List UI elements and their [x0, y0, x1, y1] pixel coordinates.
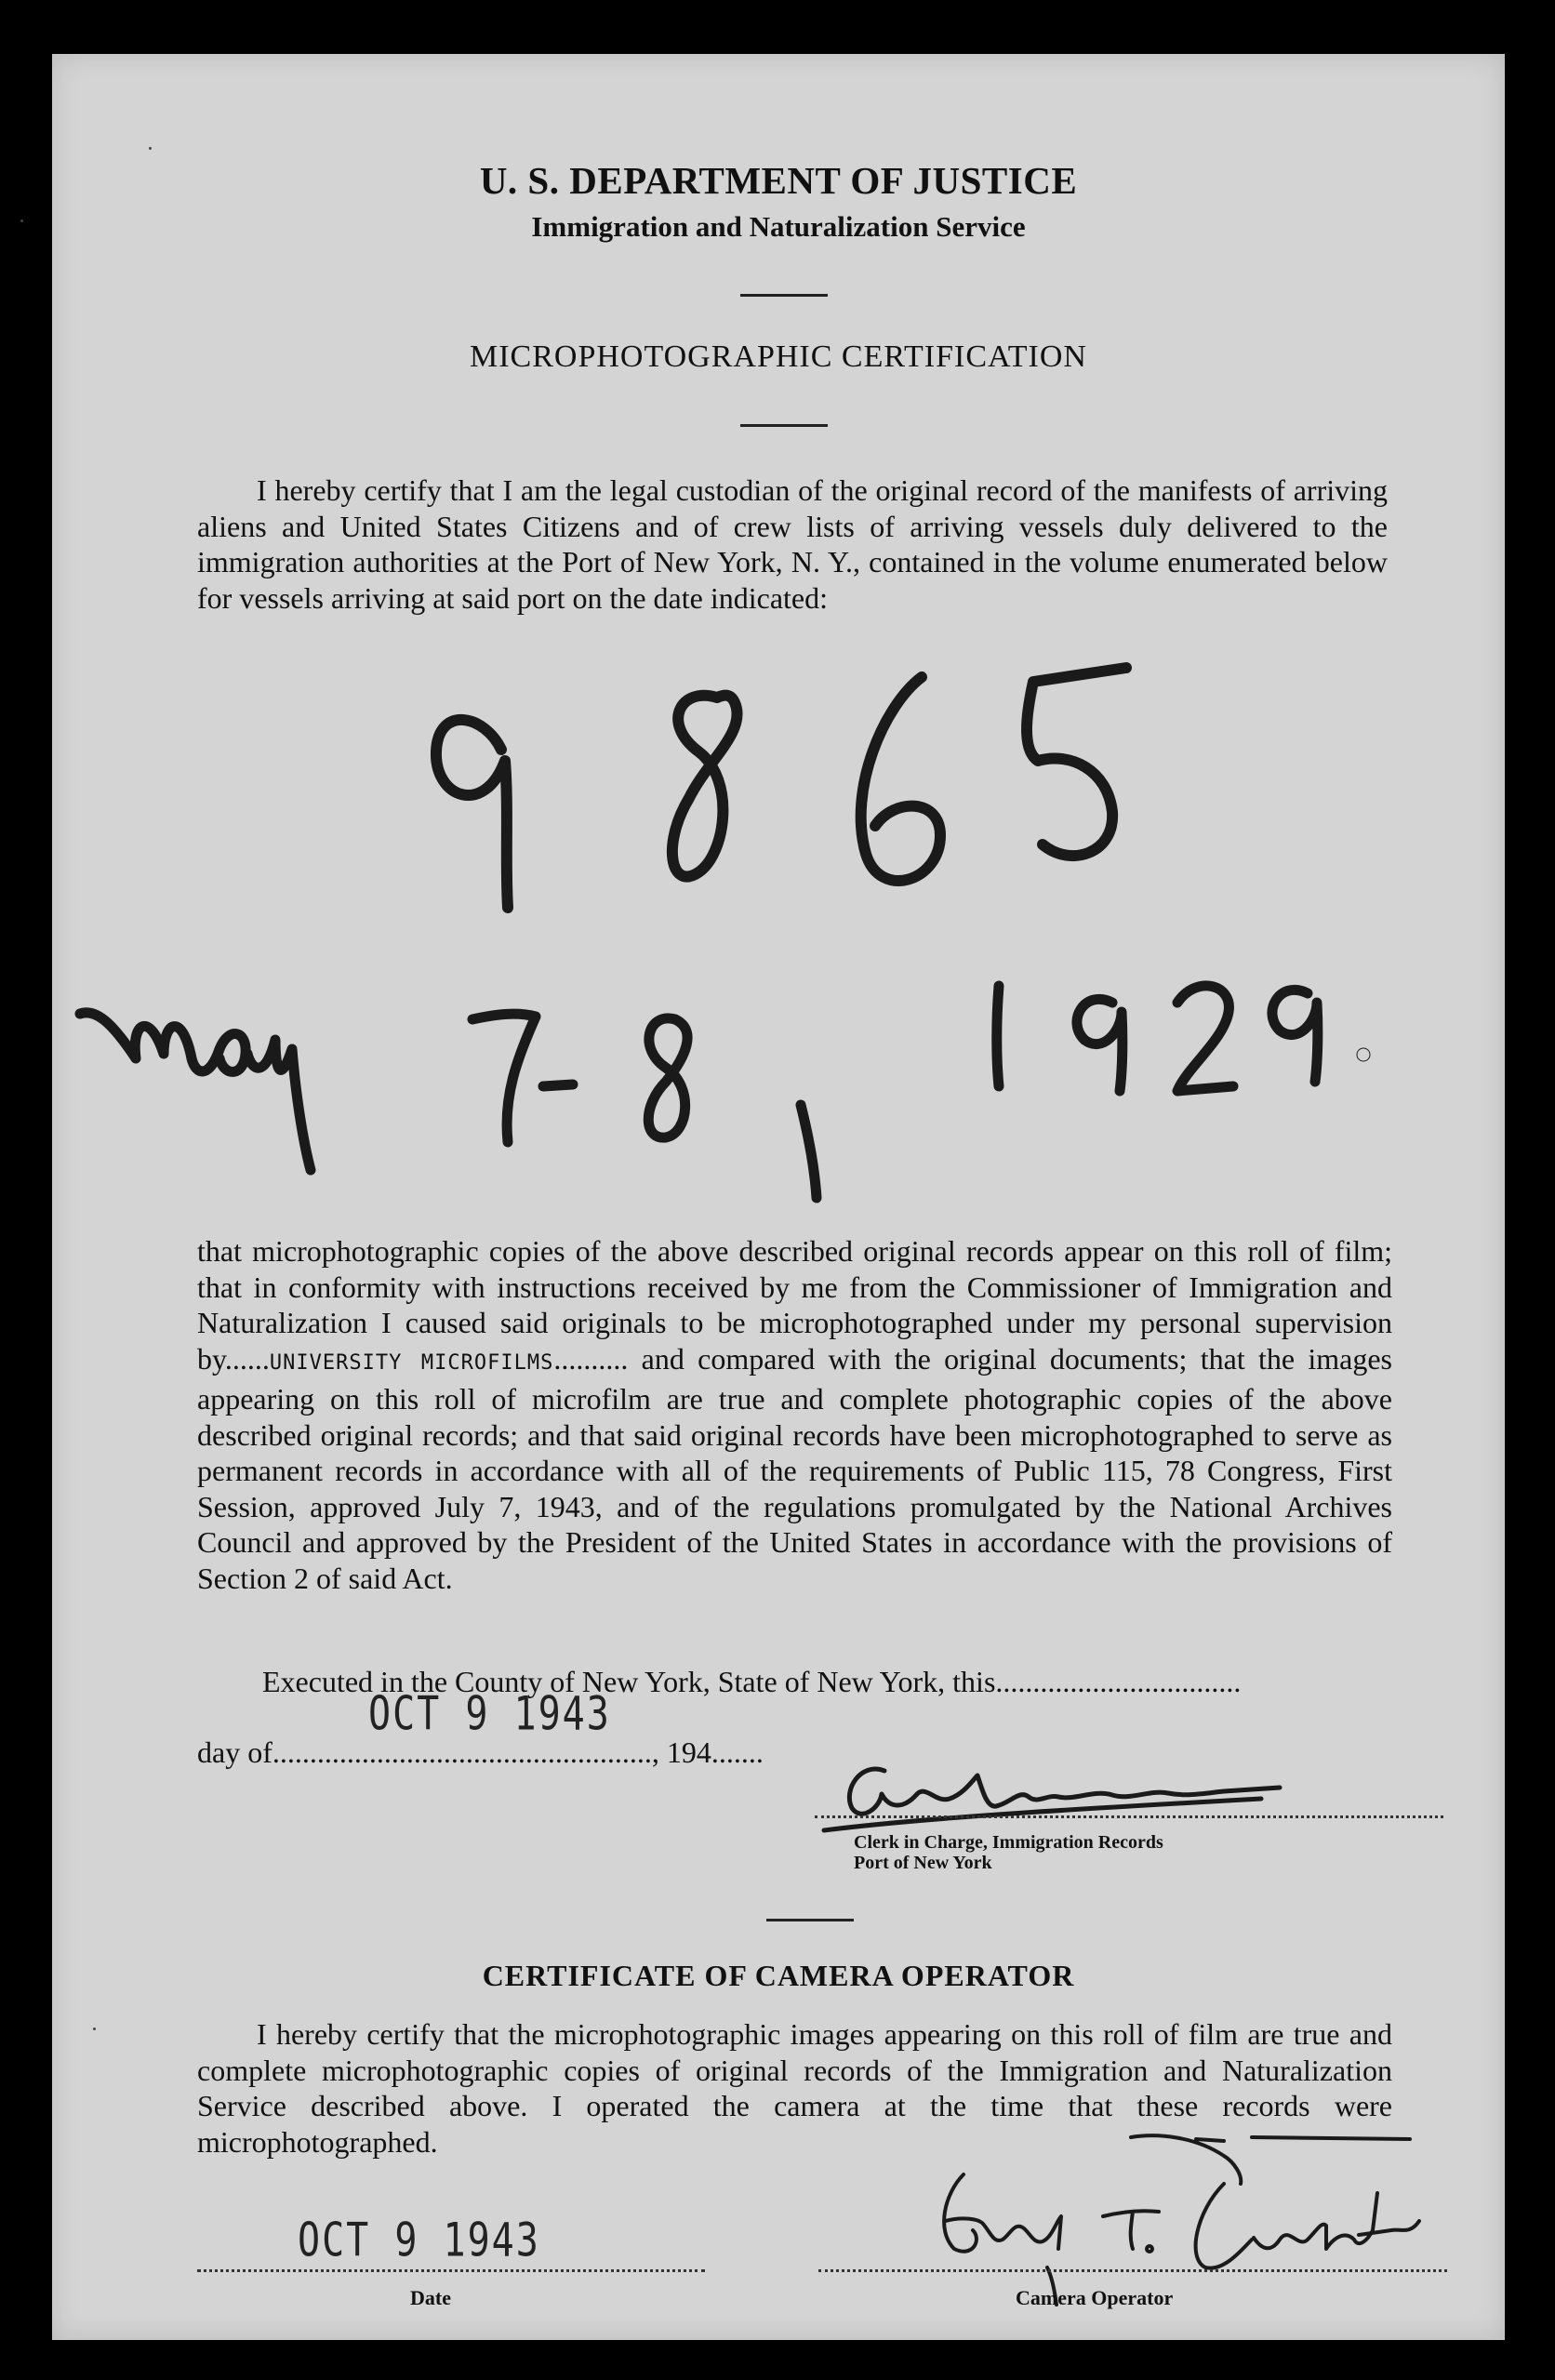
handwritten-volume-date [80, 900, 1410, 1207]
date-caption: Date [410, 2286, 451, 2309]
date-line [197, 2269, 705, 2272]
statement-text-after-agent: and compared with the original documents; that the images appearing on this roll of microfilm are true and complete photographic copies of the above described original records; and that said original records have been microphotographed to serve as permanent records in accordance with all of the requirements of Public 115, 78 Congress, First Session, approved July 7, 1943, and of the regulations promulgated by the National Archives Council and approved by the President of the United States in accordance with the provisions of Section 2 of said Act. [197, 1341, 1393, 1595]
operator-signature-line [818, 2269, 1447, 2272]
clerk-office: Port of New York [854, 1853, 992, 1873]
service-subheading: Immigration and Naturalization Service [531, 210, 1026, 243]
certification-title: MICROPHOTOGRAPHIC CERTIFICATION [469, 339, 1087, 374]
operator-date-stamp: OCT 9 1943 [298, 2214, 540, 2267]
film-speck [93, 2028, 96, 2030]
divider [766, 1919, 854, 1921]
statement-text-before-agent: that microphotographic copies of the above described original records appear on this roll of film; that in conformity with instructions received by me from the Commissioner of Immigration and Naturalization I caused said originals to be microphotographed under my personal supervision by [197, 1234, 1392, 1376]
film-speck [149, 147, 152, 150]
day-of-dot-leader: ................................................... [272, 1735, 652, 1769]
film-speck [20, 219, 23, 222]
clerk-title: Clerk in Charge, Immigration Records [854, 1832, 1163, 1853]
camera-operator-title: CERTIFICATE OF CAMERA OPERATOR [482, 1959, 1075, 1992]
agent-dot-leader: .......... [553, 1341, 629, 1376]
executed-text: Executed in the County of New York, State of New York, this [262, 1665, 996, 1698]
clerk-signature [815, 1752, 1373, 1836]
clerk-signature-line [815, 1815, 1443, 1818]
divider [740, 294, 828, 297]
microfilm-statement [197, 1233, 1392, 1596]
year-dot-leader: ....... [711, 1735, 764, 1769]
day-of-label: day of [197, 1735, 272, 1769]
day-of-line [197, 1735, 764, 1770]
execution-date-stamp: OCT 9 1943 [368, 1687, 611, 1741]
agent-dot-leader: ...... [224, 1341, 270, 1376]
department-heading: U. S. DEPARTMENT OF JUSTICE [479, 159, 1078, 202]
handwritten-volume-number [419, 649, 1210, 928]
camera-operator-statement: I hereby certify that the microphotographic images appearing on this roll of film are true and complete microphotographic copies of original records of the Immigration and Naturalization Service described above. I operated the camera at the time that these records were microphotographed. [197, 2017, 1392, 2159]
clerk-caption [854, 1832, 1163, 1873]
certificate-page [52, 54, 1505, 2340]
year-prefix: , 194 [651, 1735, 711, 1769]
custodian-statement: I hereby certify that I am the legal custodian of the original record of the manifests of arriving aliens and United States Citizens and of crew lists of arriving vessels duly delivered to the immigration authorities at the Port of New York, N. Y., contained in the volume enumerated below for vessels arriving at said port on the date indicated: [197, 473, 1388, 615]
operator-caption: Camera Operator [1016, 2286, 1174, 2309]
microfilm-agent-name: UNIVERSITY MICROFILMS [269, 1350, 554, 1375]
divider [740, 424, 828, 427]
camera-operator-signature [889, 2119, 1466, 2305]
executed-dot-leader: ................................. [995, 1665, 1242, 1698]
